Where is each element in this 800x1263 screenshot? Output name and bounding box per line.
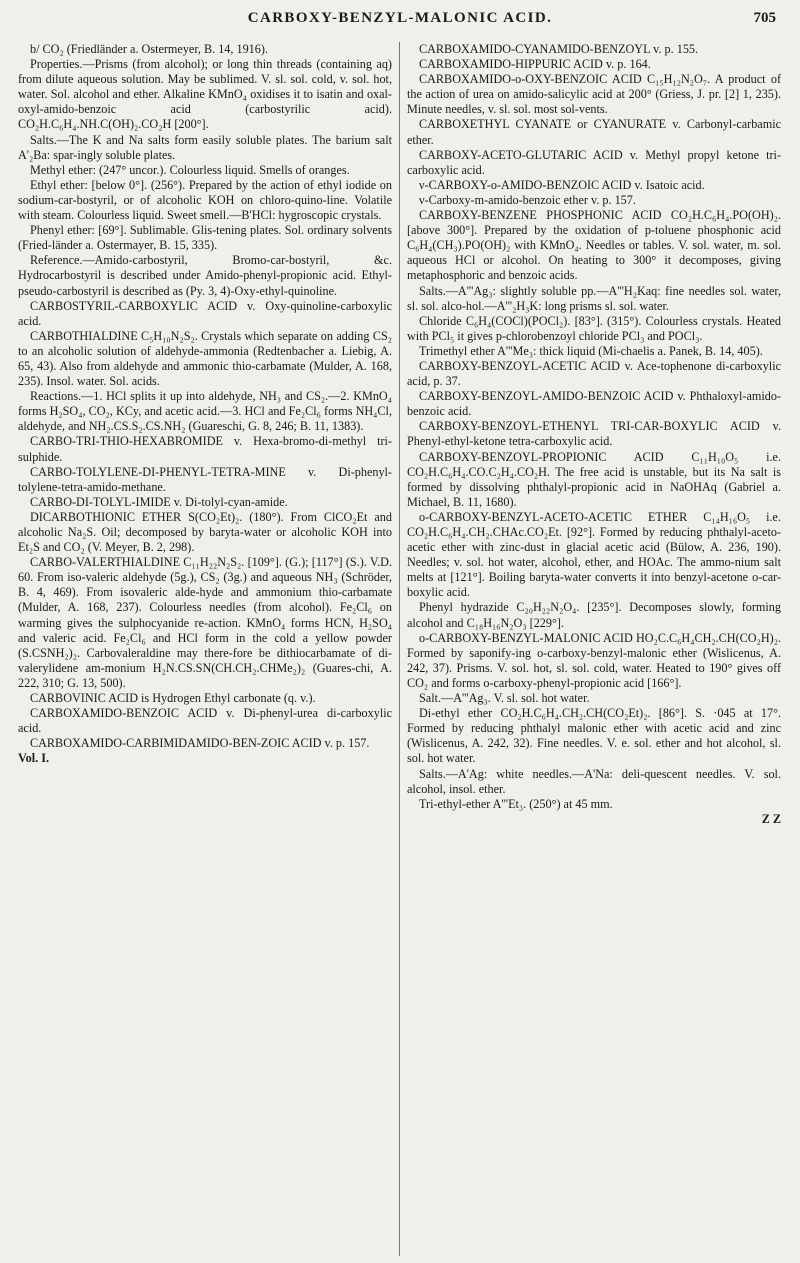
right-column (403, 42, 785, 1256)
page-header (20, 10, 780, 34)
entry-paragraph: CARBO-TRI-THIO-HEXABROMIDE v. Hexa-bromo-di-methyl tri-sulphide. (18, 434, 392, 464)
entry-paragraph: Properties.—Prisms (from alcohol); or long thin threads (containing aq) from dilute aqueous solution. May be sublimed. V. sl. sol. cold, v. sol. hot, water. Sol. alcohol and ether. Alkaline KMnO₄ oxidises it to isatin and oxal-oxyl-amido-benzoic acid (carbostyrilic acid). CO₂H.C₆H₄.NH.C(OH)₂.CO₂H [200°]. (18, 57, 392, 132)
entry-paragraph: Ethyl ether: [below 0°]. (256°). Prepared by the action of ethyl iodide on sodium-car-bostyril, or of alcoholic KOH on chloro-quino-line. Volatile with steam. Colourless liquid. Sweet smell.—B'HCl: hygroscopic crystals. (18, 177, 392, 223)
entry-paragraph: CARBOXY-BENZOYL-AMIDO-BENZOIC ACID v. Phthaloxyl-amido-benzoic acid. (407, 389, 781, 419)
entry-paragraph: CARBOXY-BENZOYL-ACETIC ACID v. Ace-tophenone di-carboxylic acid, p. 37. (407, 358, 781, 389)
entry-paragraph: CARBO-DI-TOLYL-IMIDE v. Di-tolyl-cyan-amide. (30, 494, 288, 509)
entry-paragraph: Chloride C₆H₄(COCl)(POCl₂). [83°]. (315°). Colourless crystals. Heated with PCl₅ it gives p-chlorobenzoyl chloride PCl₃ and POCl₃. (407, 313, 781, 343)
entry-paragraph: Phenyl ether: [69°]. Sublimable. Glis-tening plates. Sol. ordinary solvents (Fried-länder a. Ostermayer, B. 15, 335). (18, 223, 392, 253)
running-head: CARBOXY-BENZYL-MALONIC ACID. (247, 10, 553, 26)
entry-paragraph: CARBOXETHYL CYANATE or CYANURATE v. Carbonyl-carbamic ether. (407, 117, 781, 147)
left-column (14, 42, 396, 1256)
entry-paragraph: CARBOTHIALDINE C₅H₁₀N₂S₂. Crystals which separate on adding CS₂ to an alcoholic solution of aldehyde-ammonia (Redtenbacher a. Liebig, A. 65, 43). Also from aldehyde and ammonic thio-carbamate (Mulder, A. 168, 235). Insol. water. Sol. acids. (18, 328, 392, 389)
entry-paragraph: CARBOXY-ACETO-GLUTARIC ACID v. Methyl propyl ketone tri-carboxylic acid. (407, 147, 781, 177)
entry-paragraph: CARBOXY-BENZOYL-PROPIONIC ACID C₁₁H₁₀O₅ i.e. CO₂H.C₆H₄.CO.C₂H₄.CO₂H. The free acid is unstable, but its Na salt is formed by dissolving phthalyl-propionic acid in NaOHAq (Gabriel a. Michael, B. 11, 1680). (407, 449, 781, 509)
entry-paragraph: Salts.—The K and Na salts form easily soluble plates. The barium salt A'₂Ba: spar-ingly soluble plates. (18, 132, 392, 162)
entry-paragraph: o-CARBOXY-BENZYL-MALONIC ACID HO₂C.C₆H₄CH₂.CH(CO₂H)₂. Formed by saponify-ing o-carboxy-benzyl-malonic ether (Wislicenus, A. 242, 37). Prisms. V. sol. hot, sl. sol. cold, water. Heated to 190° gives off CO₂ and forms o-carboxy-phenyl-propionic acid [166°]. (407, 630, 781, 690)
entry-paragraph: Salts.—A'''Ag₃: slightly soluble pp.—A'''H₂Kaq: fine needles sol. water, sl. sol. alco-hol.—A'''₂H₃K: long prisms sl. sol. water. (407, 283, 781, 313)
entry-paragraph: ν-CARBOXY-o-AMIDO-BENZOIC ACID v. Isatoic acid. (419, 177, 705, 192)
entry-paragraph: Tri-ethyl-ether A'''Et₃. (250°) at 45 mm. (419, 796, 613, 811)
entry-paragraph: ν-Carboxy-m-amido-benzoic ether v. p. 157. (419, 192, 636, 207)
entry-paragraph: CARBOXAMIDO-CYANAMIDO-BENZOYL v. p. 155. (419, 42, 699, 56)
entry-paragraph: CARBO-TOLYLENE-DI-PHENYL-TETRA-MINE v. Di-phenyl-tolylene-tetra-amido-methane. (18, 464, 392, 494)
text-columns (14, 42, 786, 1256)
entry-paragraph: b/ CO₂ (Friedländer a. Ostermeyer, B. 14, 1916). (30, 42, 268, 56)
entry-paragraph: CARBOXY-BENZENE PHOSPHONIC ACID CO₂H.C₆H₄.PO(OH)₂. [above 300°]. Prepared by the oxidation of p-toluene phosphonic acid C₆H₄(CH₃).PO(OH)₂ with KMnO₄. Needles or tables. V. sol. water, m. sol. aqueous HCl or alcohol. On heating to 300° it decomposes, giving metaphosphoric and benzoic acids. (407, 208, 781, 283)
column-divider (399, 42, 400, 1256)
entry-paragraph: CARBOSTYRIL-CARBOXYLIC ACID v. Oxy-quinoline-carboxylic acid. (18, 298, 392, 328)
entry-paragraph: CARBOXAMIDO-BENZOIC ACID v. Di-phenyl-urea di-carboxylic acid. (18, 706, 392, 736)
entry-paragraph: Di-ethyl ether CO₂H.C₆H₄.CH₂.CH(CO₂Et)₂. [86°]. S. ·045 at 17°. Formed by reducing phthalyl malonic ether with acetic acid and zinc (Wislicenus, A. 242, 32). Fine needles. V. e. sol. ether and hot alcohol, sl. sol. hot water. (407, 706, 781, 766)
entry-paragraph: Trimethyl ether A'''Me₃: thick liquid (Mi-chaelis a. Panek, B. 14, 405). (419, 343, 763, 358)
entry-paragraph: CARBO-VALERTHIALDINE C₁₁H₂₂N₂S₂. [109°]. (G.); [117°] (S.). V.D. 60. From iso-valeric aldehyde (5g.), CS₂ (3g.) and aqueous NH₃ (Schröder, B. 4, 469). From isovaleric alde-hyde and ammonium thio-carbamate (Mulder, A. 168, 237). Colourless needles (from alcohol). Fe₂Cl₆ on warming gives the sulphocyanide re-action. KMnO₄ forms HCN, H₂SO₄ and valeric acid. Fe₂Cl₆ and HCl form in the cold a yellow powder (S.CSNH₂)₂. Carbovaleraldine may there-fore be dithiocarbamate of di-valerylidene am-monium H₂N.CS.SN(CH.CH₂.CHMe₂)₂ (Guares-chi, A. 222, 310; G. 13, 500). (18, 555, 392, 690)
entry-paragraph: Phenyl hydrazide C₂₀H₂₂N₂O₄. [235°]. Decomposes slowly, forming alcohol and C₁₈H₁₆N₂O₃ [229°]. (407, 600, 781, 630)
entry-paragraph: CARBOXAMIDO-HIPPURIC ACID v. p. 164. (419, 57, 651, 72)
signature-mark: Z Z (761, 811, 781, 826)
entry-paragraph: o-CARBOXY-BENZYL-ACETO-ACETIC ETHER C₁₄H₁₆O₅ i.e. CO₂H.C₆H₄.CH₂.CHAc.CO₂Et. [92°]. Formed by reducing phthalyl-aceto-acetic ether with zinc-dust in glacial acetic acid (Bülow, A. 236, 190). Needles; v. sol. hot water, alcohol, ether, and HOAc. The ammo-nium salt melts at [121°]. Boiling baryta-water converts it into benzyl-acetone o-car-boxylic acid. (407, 509, 781, 600)
entry-paragraph: Salts.—A'Ag: white needles.—A'Na: deli-quescent needles. V. sol. alcohol, insol. ether. (407, 766, 781, 796)
entry-paragraph: CARBOXAMIDO-CARBIMIDAMIDO-BEN-ZOIC ACID v. p. 157. (30, 736, 370, 751)
entry-paragraph: CARBOVINIC ACID is Hydrogen Ethyl carbonate (q. v.). (30, 691, 316, 706)
entry-paragraph: DICARBOTHIONIC ETHER S(CO₂Et)₂. (180°). From ClCO₂Et and alcoholic Na₂S. Oil; decomposed by baryta-water or alcoholic KOH into Et₂S and CO₂ (V. Meyer, B. 2, 298). (18, 509, 392, 555)
entry-paragraph: Reactions.—1. HCl splits it up into aldehyde, NH₃ and CS₂.—2. KMnO₄ forms H₂SO₄, CO₂, KCy, and acetic acid.—3. HCl and Fe₂Cl₆ forms NH₄Cl, aldehyde, and NH₂.CS.S₂.CS.NH₂ (Guareschi, G. 8, 246; B. 11, 1383). (18, 389, 392, 434)
page-number: 705 (753, 10, 776, 26)
entry-paragraph: Salt.—A'''Ag₃. V. sl. sol. hot water. (419, 691, 590, 706)
entry-paragraph: CARBOXAMIDO-o-OXY-BENZOIC ACID C₁₅H₁₂N₂O₇. A product of the action of urea on amido-salicylic acid at 200° (Griess, J. pr. [2] 1, 235). Minute needles, v. sl. sol. most sol-vents. (407, 72, 781, 117)
entry-paragraph: Methyl ether: (247° uncor.). Colourless liquid. Smells of oranges. (30, 162, 350, 177)
volume-footer: Vol. I. (18, 751, 50, 766)
entry-paragraph: CARBOXY-BENZOYL-ETHENYL TRI-CAR-BOXYLIC ACID v. Phenyl-ethyl-ketone tetra-carboxylic acid. (407, 419, 781, 449)
entry-paragraph: Reference.—Amido-carbostyril, Bromo-car-bostyril, &c. Hydrocarbostyril is described under Amido-phenyl-propionic acid. Ethyl-pseudo-carbostyril is described as (Py. 3, 4)-Oxy-ethyl-quinoline. (18, 253, 392, 298)
